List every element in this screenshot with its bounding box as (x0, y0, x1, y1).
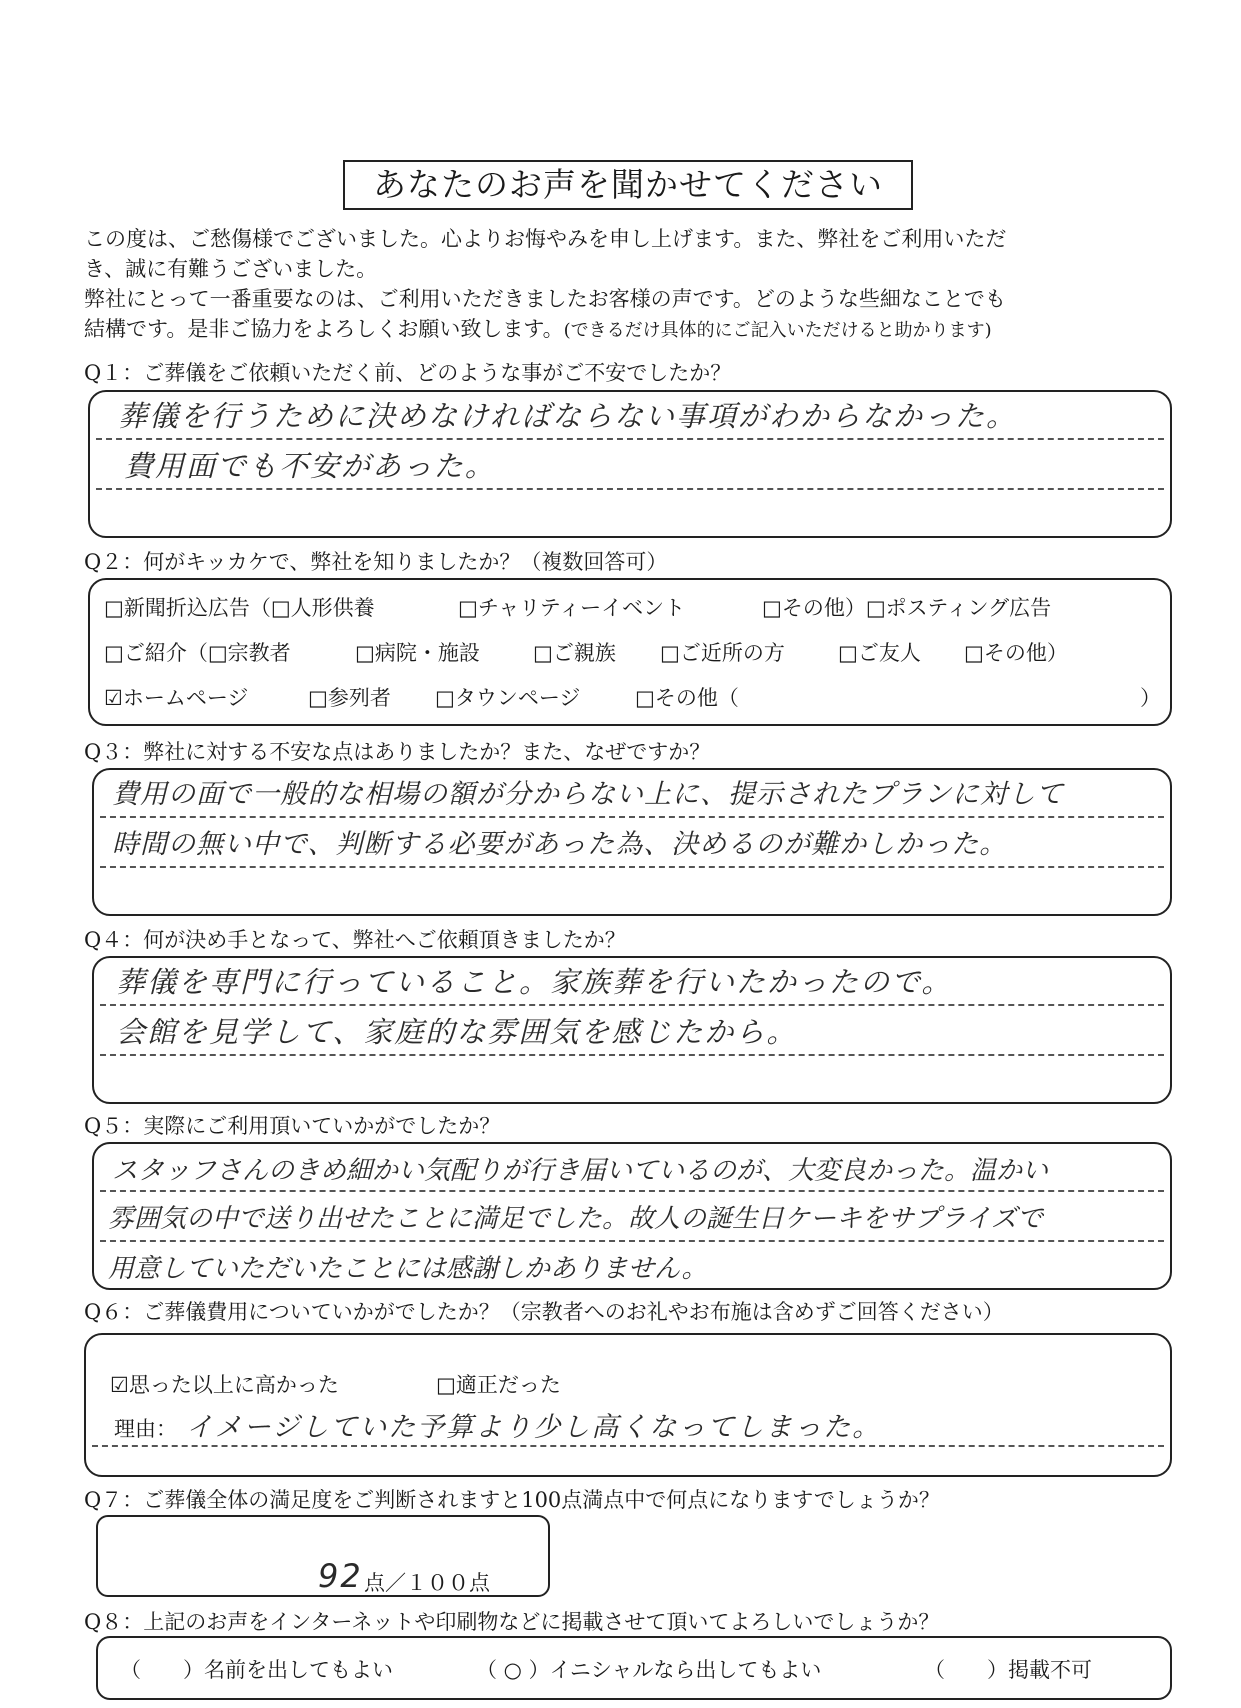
q5-answer-box (92, 1142, 1172, 1290)
intro-text (84, 224, 1184, 346)
q5-answer-line: スタッフさんのきめ細かい気配りが行き届いているのが、大変良かった。温かい (112, 1156, 1049, 1186)
ruled-line (100, 866, 1164, 868)
ruled-line (100, 1240, 1164, 1242)
q2-option[interactable]: □タウンページ (435, 686, 581, 710)
q1-answer-line: 費用面でも不安があった。 (124, 449, 496, 483)
q2-option[interactable]: □新聞折込広告（□人形供養 (104, 596, 375, 620)
q3-answer-line: 費用の面で一般的な相場の額が分からない上に、提示されたプランに対して (112, 779, 1064, 810)
intro-line: き、誠に有難うございました。 (84, 257, 378, 281)
q4-question: Q４：何が決め手となって、弊社へご依頼頂きましたか？ (84, 928, 626, 952)
q7-score-suffix: 点／１００点 (364, 1571, 490, 1595)
q2-options-box (88, 578, 1172, 726)
q7-score-box (96, 1515, 550, 1597)
q2-option[interactable]: □ご紹介（□宗教者 (104, 641, 291, 665)
q2-option[interactable]: □その他（ (635, 686, 739, 710)
q5-answer-line: 雰囲気の中で送り出せたことに満足でした。故人の誕生日ケーキをサプライズで (108, 1204, 1043, 1234)
ruled-line (96, 438, 1164, 440)
q2-option[interactable]: □ご親族 (533, 641, 616, 665)
q5-question: Q５：実際にご利用頂いていかがでしたか？ (84, 1114, 501, 1138)
intro-line (84, 314, 1184, 346)
q8-option-name[interactable]: （ ）名前を出してもよい (120, 1658, 393, 1682)
q6-question: Q６：ご葬儀費用についていかがでしたか？（宗教者へのお礼やお布施は含めずご回答ください） (84, 1300, 1004, 1324)
ruled-line (100, 1004, 1164, 1006)
q2-option[interactable]: □チャリティーイベント (458, 596, 686, 620)
ruled-line (96, 488, 1164, 490)
q1-answer-box (88, 390, 1172, 538)
page-title: あなたのお声を聞かせてください (343, 160, 913, 210)
ruled-line (92, 1445, 1164, 1447)
intro-line-text: 結構です。是非ご協力をよろしくお願い致します。 (84, 317, 564, 341)
q6-option-fair[interactable]: □適正だった (436, 1373, 561, 1397)
ruled-line (100, 1054, 1164, 1056)
q2-option[interactable]: □病院・施設 (355, 641, 480, 665)
q6-answer-box (84, 1333, 1172, 1477)
intro-note: (できるだけ具体的にご記入いただけると助かります) (563, 320, 992, 341)
q7-question: Q７：ご葬儀全体の満足度をご判断されますと100点満点中で何点になりますでしょうか？ (84, 1488, 940, 1512)
q2-option[interactable]: □その他）□ポスティング広告 (762, 596, 1052, 620)
q4-answer-box (92, 956, 1172, 1104)
q3-answer-box (92, 768, 1172, 916)
ruled-line (100, 1190, 1164, 1192)
q2-option[interactable]: ☑ホームページ (104, 686, 249, 710)
q6-option-high[interactable]: ☑思った以上に高かった (110, 1373, 339, 1397)
q4-answer-line: 会館を見学して、家庭的な雰囲気を感じたから。 (116, 1015, 798, 1049)
q2-option: ） (1140, 686, 1161, 710)
intro-line: 弊社にとって一番重要なのは、ご利用いただきましたお客様の声です。どのような些細なことでも (84, 287, 1006, 311)
q7-score: 92 (318, 1557, 363, 1595)
q5-answer-line: 用意していただいたことには感謝しかありません。 (108, 1254, 708, 1284)
q1-answer-line: 葬儀を行うために決めなければならない事項がわからなかった。 (118, 399, 1018, 433)
q8-option-none[interactable]: （ ）掲載不可 (924, 1658, 1092, 1682)
q2-option[interactable]: □参列者 (308, 686, 391, 710)
q8-question: Q８：上記のお声をインターネットや印刷物などに掲載させて頂いてよろしいでしょうか？ (84, 1610, 940, 1634)
q2-option[interactable]: □その他） (964, 641, 1068, 665)
q2-option[interactable]: □ご友人 (838, 641, 921, 665)
q6-reason: イメージしていた予算より少し高くなってしまった。 (186, 1412, 882, 1443)
q8-option-initial[interactable]: （ ○ ）イニシャルなら出してもよい (476, 1658, 822, 1682)
q1-question: Q１：ご葬儀をご依頼いただく前、どのような事がご不安でしたか？ (84, 361, 732, 385)
q6-reason-label: 理由： (114, 1417, 177, 1441)
intro-line: この度は、ご愁傷様でございました。心よりお悔やみを申し上げます。また、弊社をご利用いただ (84, 227, 1007, 251)
q3-question: Q３：弊社に対する不安な点はありましたか？また、なぜですか？ (84, 740, 711, 764)
q4-answer-line: 葬儀を専門に行っていること。家族葬を行いたかったので。 (116, 965, 953, 999)
q3-answer-line: 時間の無い中で、判断する必要があった為、決めるのが難かしかった。 (112, 829, 1008, 860)
ruled-line (100, 816, 1164, 818)
q8-options-box (96, 1636, 1172, 1700)
q2-option[interactable]: □ご近所の方 (660, 641, 785, 665)
q2-question: Q２：何がキッカケで、弊社を知りましたか？（複数回答可） (84, 550, 668, 574)
